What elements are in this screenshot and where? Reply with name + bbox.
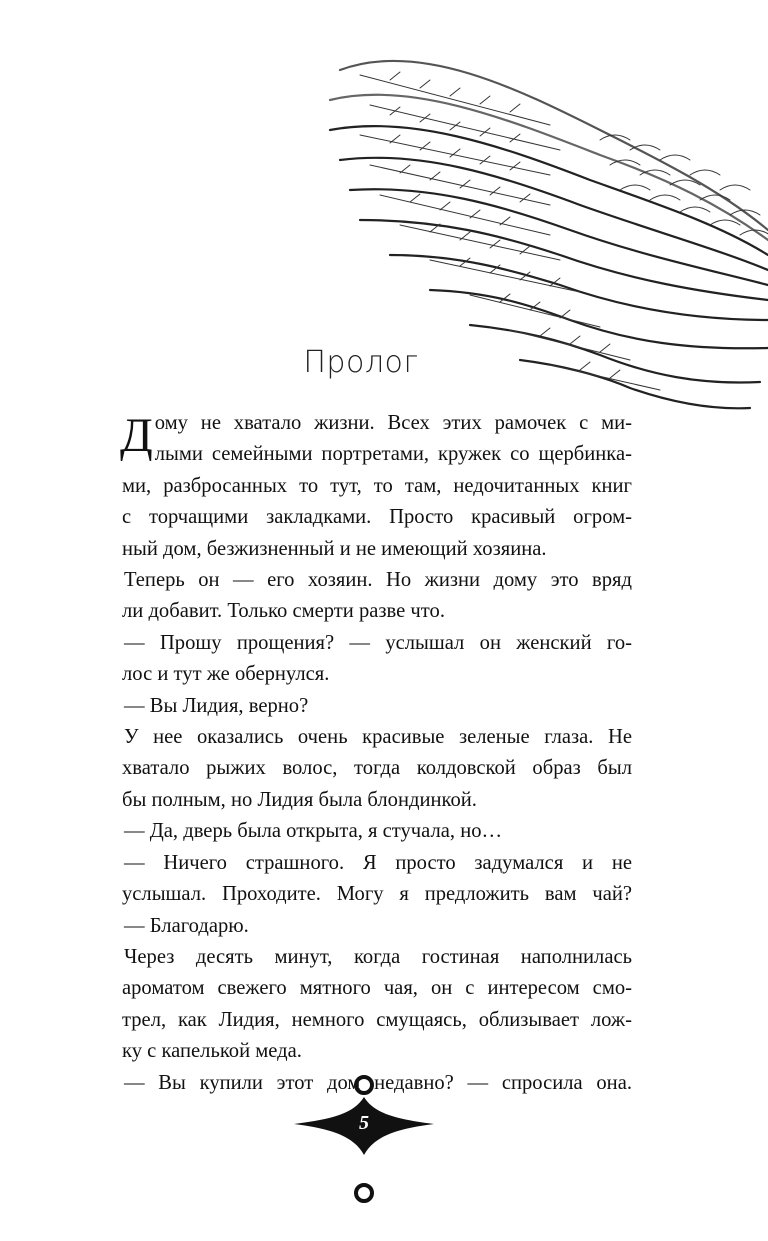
text-line: лос и тут же обернулся. bbox=[122, 663, 330, 686]
text-line: ми, разбросанных то тут, то там, недочитанных книг bbox=[122, 474, 632, 497]
chapter-title: Пролог bbox=[303, 345, 419, 380]
text-line: ку с капелькой меда. bbox=[122, 1040, 302, 1063]
text-line: — Вы купили этот дом недавно? — спросила она. bbox=[124, 1071, 632, 1094]
body-text bbox=[122, 408, 632, 1099]
text-line: — Вы Лидия, верно? bbox=[124, 694, 309, 717]
text-line: бы полным, но Лидия была блондинкой. bbox=[122, 788, 477, 811]
text-line: ный дом, безжизненный и не имеющий хозяина. bbox=[122, 537, 547, 560]
text-line: ли добавит. Только смерти разве что. bbox=[122, 600, 445, 623]
text-line: Через десять минут, когда гостиная наполнилась bbox=[124, 945, 632, 968]
text-line: ому не хватало жизни. Всех этих рамочек с ми- bbox=[154, 412, 632, 434]
text-line: — Ничего страшного. Я просто задумался и не bbox=[124, 851, 632, 874]
text-line: хватало рыжих волос, тогда колдовской образ был bbox=[122, 757, 632, 780]
text-line: услышал. Проходите. Могу я предложить вам чай? bbox=[122, 883, 632, 906]
page-number: 5 bbox=[359, 1112, 369, 1134]
text-line: трел, как Лидия, немного смущаясь, облизывает лож- bbox=[122, 1008, 632, 1031]
text-line: У нее оказались очень красивые зеленые глаза. Не bbox=[124, 726, 632, 749]
text-line: ароматом свежего мятного чая, он с интересом смо- bbox=[122, 977, 632, 1000]
text-line: — Благодарю. bbox=[124, 914, 249, 937]
text-line: — Прошу прощения? — услышал он женский го- bbox=[124, 631, 632, 654]
page-number-ornament bbox=[294, 1075, 434, 1205]
text-line: — Да, дверь была открыта, я стучала, но… bbox=[124, 820, 503, 843]
text-line: лыми семейными портретами, кружек со щербинка- bbox=[154, 443, 632, 466]
text-line: Теперь он — его хозяин. Но жизни дому это вряд bbox=[124, 569, 632, 592]
drop-cap: Д bbox=[120, 409, 153, 462]
text-line: с торчащими закладками. Просто красивый огром- bbox=[122, 506, 632, 529]
